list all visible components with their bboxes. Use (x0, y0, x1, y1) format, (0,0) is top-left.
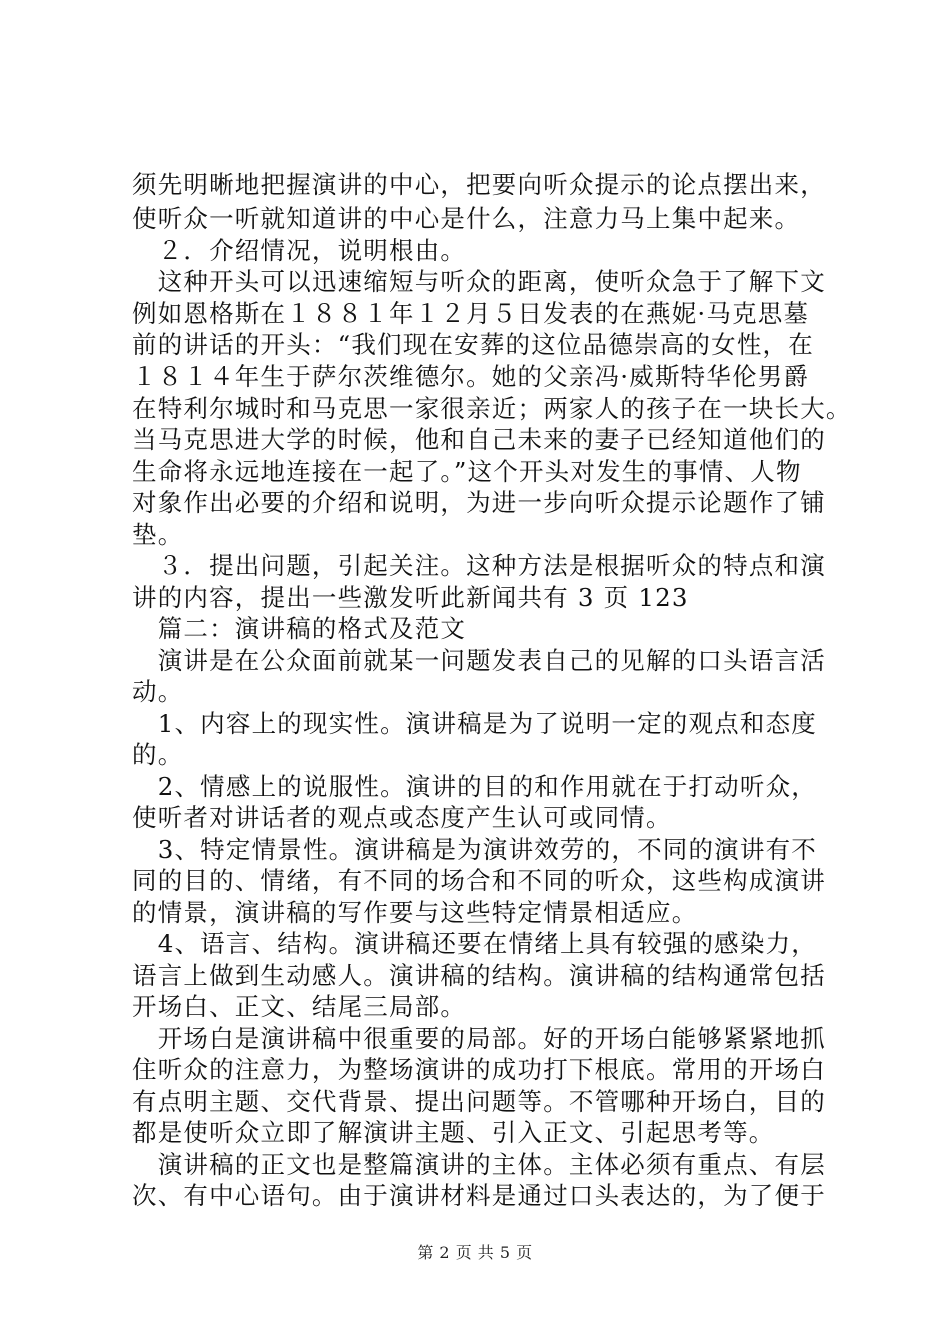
text-line: 讲的内容，提出一些激发听此新闻共有 3 页 123 (132, 583, 689, 612)
text-line: 开场白是演讲稿中很重要的局部。好的开场白能够紧紧地抓 (132, 1024, 826, 1053)
text-line: 4、语言、结构。演讲稿还要在情绪上具有较强的感染力， (132, 929, 817, 958)
text-line: 演讲是在公众面前就某一问题发表自己的见解的口头语言活 (132, 646, 826, 675)
text-line: 的。 (132, 740, 184, 769)
text-line: 都是使听众立即了解演讲主题、引入正文、引起思考等。 (132, 1118, 775, 1147)
text-line: 演讲稿的正文也是整篇演讲的主体。主体必须有重点、有层 (132, 1150, 826, 1179)
text-line: 垫。 (132, 520, 184, 549)
text-line: 在特利尔城时和马克思一家很亲近；两家人的孩子在一块长大。 (132, 394, 852, 423)
text-line: 住听众的注意力，为整场演讲的成功打下根底。常用的开场白 (132, 1055, 826, 1084)
text-line: 生命将永远地连接在一起了。”这个开头对发生的事情、人物 (132, 457, 802, 486)
text-line: 对象作出必要的介绍和说明，为进一步向听众提示论题作了铺 (132, 488, 826, 517)
text-line: 1、内容上的现实性。演讲稿是为了说明一定的观点和态度 (132, 709, 817, 738)
text-line: 使听者对讲话者的观点或态度产生认可或同情。 (132, 803, 672, 832)
text-line: 语言上做到生动感人。演讲稿的结构。演讲稿的结构通常包括 (132, 961, 826, 990)
text-line: 3、特定情景性。演讲稿是为演讲效劳的，不同的演讲有不 (132, 835, 817, 864)
text-line: ３．提出问题，引起关注。这种方法是根据听众的特点和演 (132, 551, 826, 580)
text-line: 动。 (132, 677, 184, 706)
text-line: ２．介绍情况，说明根由。 (132, 236, 467, 265)
section-heading: 篇二：演讲稿的格式及范文 (132, 614, 467, 643)
text-line: 前的讲话的开头：“我们现在安葬的这位品德崇高的女性，在 (132, 330, 814, 359)
text-line: 使听众一听就知道讲的中心是什么，注意力马上集中起来。 (132, 204, 801, 233)
text-line: 例如恩格斯在１８８１年１２月５日发表的在燕妮·马克思墓 (132, 299, 810, 328)
page-footer: 第 2 页 共 5 页 (417, 1243, 533, 1262)
text-line: １８１４年生于萨尔茨维德尔。她的父亲冯·威斯特华伦男爵 (132, 362, 810, 391)
text-line: 的情景，演讲稿的写作要与这些特定情景相适应。 (132, 898, 698, 927)
text-line: 当马克思进大学的时候，他和自己未来的妻子已经知道他们的 (132, 425, 826, 454)
text-line: 须先明晰地把握演讲的中心，把要向听众提示的论点摆出来， (132, 170, 826, 199)
text-line: 开场白、正文、结尾三局部。 (132, 992, 467, 1021)
text-line: 有点明主题、交代背景、提出问题等。不管哪种开场白，目的 (132, 1087, 826, 1116)
text-line: 次、有中心语句。由于演讲材料是通过口头表达的，为了便于 (132, 1181, 826, 1210)
text-line: 2、情感上的说服性。演讲的目的和作用就在于打动听众， (132, 772, 817, 801)
text-line: 这种开头可以迅速缩短与听众的距离，使听众急于了解下文 (132, 267, 826, 296)
text-line: 同的目的、情绪，有不同的场合和不同的听众，这些构成演讲 (132, 866, 826, 895)
